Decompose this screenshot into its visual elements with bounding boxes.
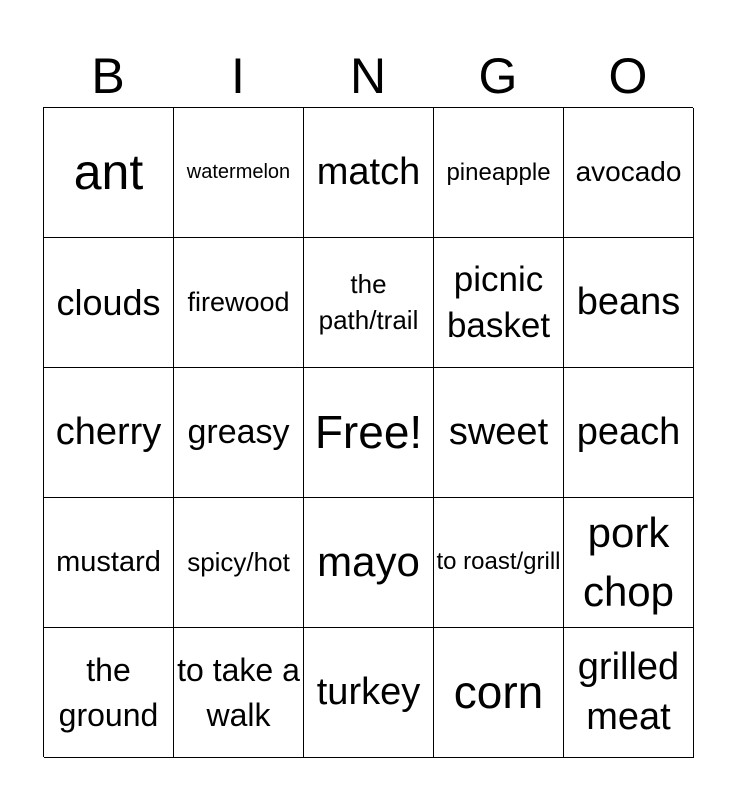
bingo-cell[interactable] <box>564 368 694 498</box>
bingo-cell[interactable] <box>174 238 304 368</box>
bingo-cell[interactable] <box>304 498 434 628</box>
bingo-cell-label: cherry <box>55 410 162 453</box>
bingo-board <box>43 107 693 757</box>
bingo-cell-label: mustard <box>56 545 161 578</box>
bingo-cell[interactable] <box>434 238 564 368</box>
bingo-cell-label: avocado <box>575 156 682 188</box>
bingo-cell-label: mayo <box>317 538 420 586</box>
bingo-cell-label: firewood <box>187 286 290 317</box>
bingo-cell-label: to roast/grill <box>436 548 561 576</box>
bingo-cell-label: picnic basket <box>446 260 551 345</box>
bingo-cell-label: turkey <box>316 670 421 713</box>
bingo-cell[interactable] <box>44 238 174 368</box>
bingo-cell[interactable] <box>304 368 434 498</box>
bingo-cell-label: the ground <box>58 651 159 733</box>
bingo-cell[interactable] <box>174 628 304 758</box>
bingo-cell-label: Free! <box>314 406 423 459</box>
bingo-cell[interactable] <box>304 108 434 238</box>
bingo-cell-label: to take a walk <box>177 651 300 733</box>
bingo-cell-label: spicy/hot <box>187 546 290 577</box>
header-letter-b: B <box>91 48 125 104</box>
bingo-cell-label: sweet <box>448 410 549 453</box>
bingo-cell-label: grilled meat <box>577 646 680 738</box>
bingo-cell-label: greasy <box>187 412 290 451</box>
bingo-cell[interactable] <box>304 238 434 368</box>
bingo-cell[interactable] <box>434 108 564 238</box>
bingo-cell[interactable] <box>44 368 174 498</box>
header-letter-n: N <box>349 48 387 104</box>
bingo-cell-label: clouds <box>56 281 161 323</box>
bingo-cell[interactable] <box>564 498 694 628</box>
bingo-cell-label: match <box>316 150 421 193</box>
bingo-cell[interactable] <box>564 108 694 238</box>
bingo-cell[interactable] <box>174 498 304 628</box>
header-letter-o: O <box>608 48 648 104</box>
bingo-cell-label: the path/trail <box>318 269 419 335</box>
bingo-cell[interactable] <box>434 498 564 628</box>
bingo-cell-label: corn <box>453 666 544 719</box>
bingo-cell[interactable] <box>564 628 694 758</box>
bingo-cell-label: peach <box>576 410 681 453</box>
bingo-cell-label: watermelon <box>186 161 291 183</box>
bingo-cell[interactable] <box>174 108 304 238</box>
bingo-cell-label: pineapple <box>446 158 551 186</box>
header-letter-i: I <box>231 48 245 104</box>
bingo-header <box>43 44 693 108</box>
header-letter-g: G <box>478 48 518 104</box>
bingo-cell[interactable] <box>44 498 174 628</box>
bingo-cell-label: beans <box>576 280 681 323</box>
bingo-cell-label: ant <box>73 143 144 200</box>
bingo-cell[interactable] <box>434 368 564 498</box>
bingo-cell-label: pork chop <box>582 508 675 615</box>
bingo-cell[interactable] <box>44 108 174 238</box>
bingo-cell[interactable] <box>174 368 304 498</box>
bingo-cell[interactable] <box>304 628 434 758</box>
bingo-cell[interactable] <box>434 628 564 758</box>
bingo-cell[interactable] <box>564 238 694 368</box>
bingo-cell[interactable] <box>44 628 174 758</box>
